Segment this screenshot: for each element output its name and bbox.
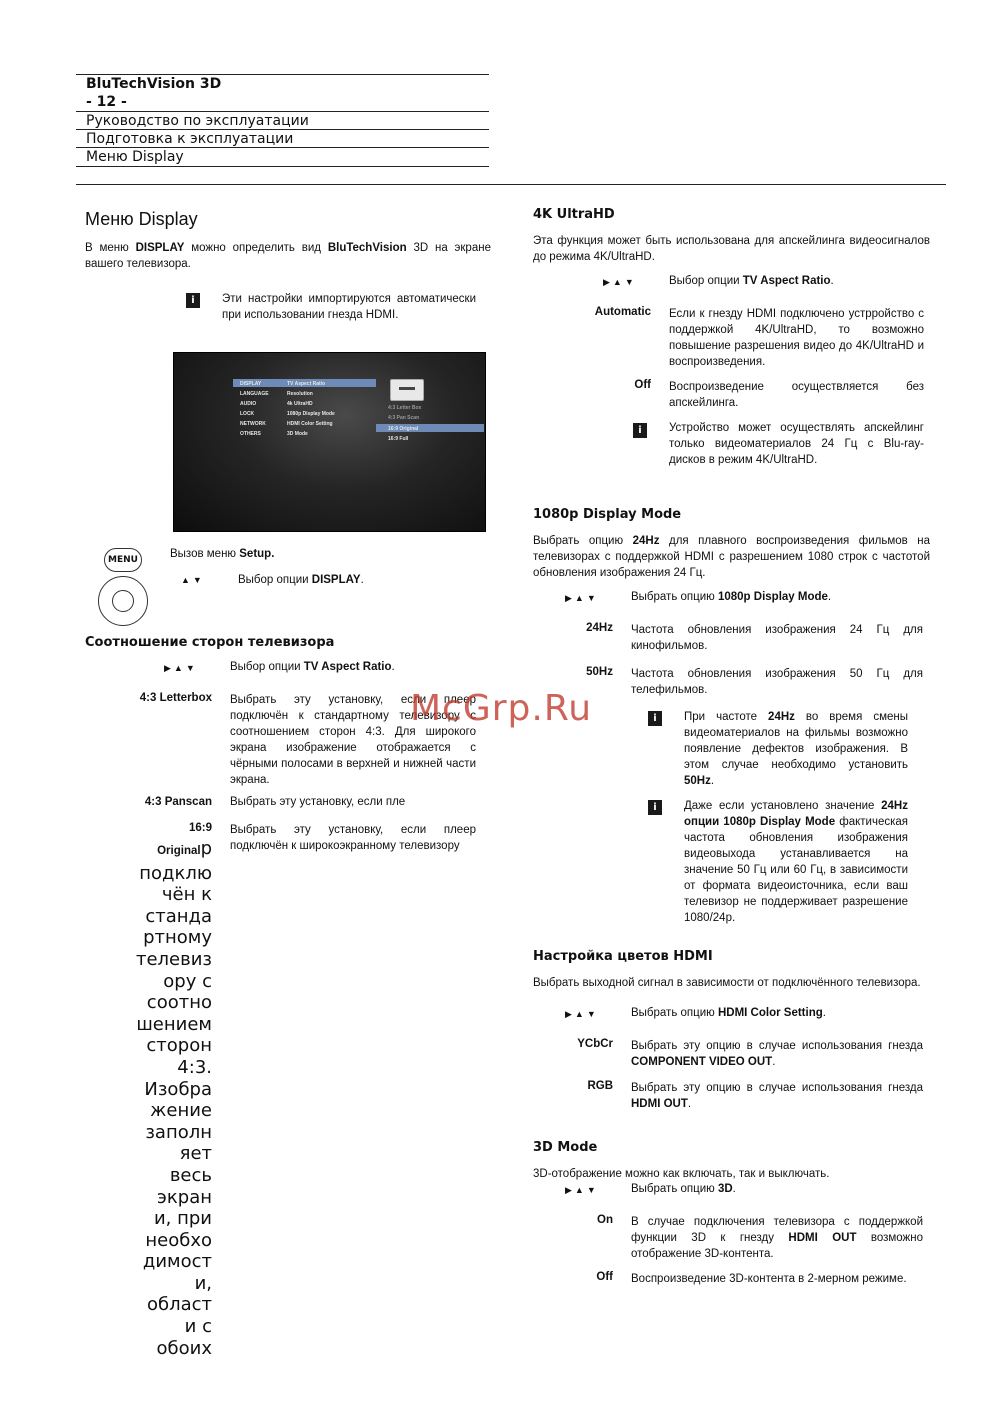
nav-arrows-icon: ▶▲▼ [565,1185,599,1195]
option-label: 16:9 [188,822,212,834]
screen-menu-item: OTHERS [240,431,261,437]
screen-menu-item: AUDIO [240,401,257,407]
option-description: Воспроизведение осуществляется без апскейлинга. [669,381,924,409]
option-description: В случае подключения телевизора с поддержкой функции 3D к гнезду HDMI OUT возможно отображение 3D-контента. [631,1216,923,1260]
overflow-line: заполн [145,1121,212,1143]
overflow-line: р [200,838,212,859]
uhd-section-title: 4K UltraHD [533,207,615,222]
nav-arrows-icon: ▶▲▼ [565,593,599,603]
p1080-info-note: Даже если установлено значение 24Hz опции 1080p Display Mode фактическая частота обновления изображения видеовыхода устанавливается на значение 50 Гц или 60 Гц, в зависимости от формата видеоисточника, если ваш телевизор не поддерживает разрешение 1080/24p. [684,800,908,924]
overflow-line: экран [157,1186,212,1208]
overflow-line: станда [145,905,212,927]
overflow-line: чён к [161,884,212,906]
dpad-icon [98,576,148,626]
d3-section-title: 3D Mode [533,1140,598,1155]
menu-button-icon: MENU [104,548,142,572]
hdmi-intro: Выбрать выходной сигнал в зависимости от подключённого телевизора. [533,977,921,989]
screen-value-item: 4:3 Letter Box [388,405,422,411]
option-label: On [597,1214,613,1226]
header-section: Меню Display [86,149,184,165]
overflow-line: 4:3. [177,1056,212,1078]
option-label: 4:3 Panscan [144,796,212,808]
option-description: Выбрать эту опцию в случае использования гнезда HDMI OUT. [631,1082,923,1110]
p1080-section-title: 1080p Display Mode [533,507,682,522]
overflow-line: и с [184,1316,212,1338]
intro-paragraph: В меню DISPLAY можно определить вид BluTechVision 3D на экране вашего телевизора. [85,242,491,270]
page-rule [76,184,946,185]
option-label: Automatic [594,306,651,318]
nav-arrows-icon: ▶▲▼ [164,663,198,673]
overflow-line: и, [194,1272,212,1294]
option-label: 4:3 Letterbox [139,692,212,704]
overflow-line: ору с [163,970,212,992]
setup-instruction: Вызов меню Setup. [170,548,275,560]
overflow-line: яет [179,1143,212,1165]
overflow-line: област [146,1294,212,1316]
overflow-line: ртному [143,927,212,949]
display-instruction: Выбор опции DISPLAY. [238,574,364,586]
info-note: Эти настройки импортируются автоматически при использовании гнезда HDMI. [222,293,476,321]
screen-option-item: 4k UltraHD [287,401,313,407]
header-page: - 12 - [86,94,127,110]
overflow-line: обоих [156,1337,212,1359]
uhd-select-instruction: Выбор опции TV Aspect Ratio. [669,275,834,287]
header-manual: Руководство по эксплуатации [86,113,309,129]
screen-value-item: 16:9 Full [388,436,409,442]
nav-arrows-icon: ▲▼ [181,575,205,585]
hdmi-section-title: Настройка цветов HDMI [533,949,713,964]
option-label: RGB [587,1080,613,1092]
option-label: Off [596,1271,613,1283]
hdmi-select-instruction: Выбрать опцию HDMI Color Setting. [631,1007,826,1019]
menu-screenshot [174,353,485,531]
option-description: Выбрать эту установку, если плеер подключён к стандартному телевизору с соотношением сторон 4:3. Для широкого экрана изображение отображается с чёрными полосами в верхней и нижней части экрана. [230,694,476,786]
screen-menu-item: DISPLAY [240,381,262,387]
option-description: Частота обновления изображения 50 Гц для телефильмов. [631,668,923,696]
option-description: Выбрать эту установку, если пле [230,796,406,808]
screen-menu-item: LOCK [240,411,255,417]
overflow-line: подклю [139,862,212,884]
info-icon: i [648,800,662,815]
aspect-select-instruction: Выбор опции TV Aspect Ratio. [230,661,395,673]
screen-option-item: Resolution [287,391,313,397]
p1080-intro: Выбрать опцию 24Hz для плавного воспроизведения фильмов на телевизорах с поддержкой HDMI с разрешением 1080 строк с частотой обновления изображения 24 Гц. [533,535,931,579]
overflow-line: соотно [146,992,212,1014]
uhd-info-note: Устройство может осуществлять апскейлинг только видеоматериалов 24 Гц с Blu-ray-дисков в режим 4K/UltraHD. [669,422,924,466]
option-label: 50Hz [586,666,613,678]
header-rule [76,147,489,148]
overflow-line: весь [169,1164,212,1186]
screen-value-item: 16:9 Original [388,426,419,432]
header-product: BluTechVision 3D [86,76,222,92]
option-description: Выбрать эту опцию в случае использования гнезда COMPONENT VIDEO OUT. [631,1040,923,1068]
overflow-line: и, при [153,1208,212,1230]
overflow-text-column [120,838,212,1359]
option-label: 24Hz [586,622,613,634]
screen-option-item: 1080p Display Mode [287,411,335,417]
screen-value-item: 4:3 Pan Scan [388,415,420,421]
option-label: Off [634,379,651,391]
option-description: Выбрать эту установку, если плеер подключён к широкоэкранному телевизору [230,824,476,852]
overflow-line: Изобра [144,1078,212,1100]
p1080-select-instruction: Выбрать опцию 1080p Display Mode. [631,591,832,603]
screen-option-item: TV Aspect Ratio [287,381,326,387]
screen-menu-item: NETWORK [240,421,266,427]
info-icon: i [648,711,662,726]
option-label: Original [157,845,201,857]
option-description: Частота обновления изображения 24 Гц для кинофильмов. [631,624,923,652]
header-rule [76,166,489,167]
header-chapter: Подготовка к эксплуатации [86,131,294,147]
nav-arrows-icon: ▶▲▼ [565,1009,599,1019]
overflow-line: жение [150,1100,212,1122]
overflow-line: необхо [145,1229,212,1251]
tv-preview-icon [390,379,424,401]
screen-menu-item: LANGUAGE [240,391,269,397]
option-label: YCbCr [577,1038,613,1050]
watermark: McGrp.Ru [410,688,593,729]
option-description: Воспроизведение 3D-контента в 2-мерном режиме. [631,1273,907,1285]
aspect-section-title: Соотношение сторон телевизора [85,635,335,650]
p1080-info-note: При частоте 24Hz во время смены видеоматериалов на фильмы возможно появление дефектов изображения. В этом случае необходимо установить 50Hz. [684,711,908,787]
nav-arrows-icon: ▶▲▼ [603,277,637,287]
info-icon: i [633,423,647,438]
d3-intro: 3D-отображение можно как включать, так и выключать. [533,1168,830,1180]
header-rule [76,111,489,112]
overflow-line: телевиз [135,948,212,970]
screen-option-item: 3D Mode [287,431,308,437]
page-title: Меню Display [85,209,198,229]
option-description: Если к гнезду HDMI подключено устрройство с поддержкой 4K/UltraHD, то возможно повышение разрешения видео до 4K/UltraHD и воспроизведения. [669,308,924,368]
header-rule [76,74,489,75]
uhd-intro: Эта функция может быть использована для апскейлинга видеосигналов до режима 4K/UltraHD. [533,235,930,263]
overflow-line: шением [136,1013,212,1035]
screen-option-item: HDMI Color Setting [287,421,333,427]
overflow-line: димост [142,1251,212,1273]
d3-select-instruction: Выбрать опцию 3D. [631,1183,736,1195]
header-rule [76,129,489,130]
info-icon: i [186,293,200,308]
overflow-line: сторон [146,1035,212,1057]
